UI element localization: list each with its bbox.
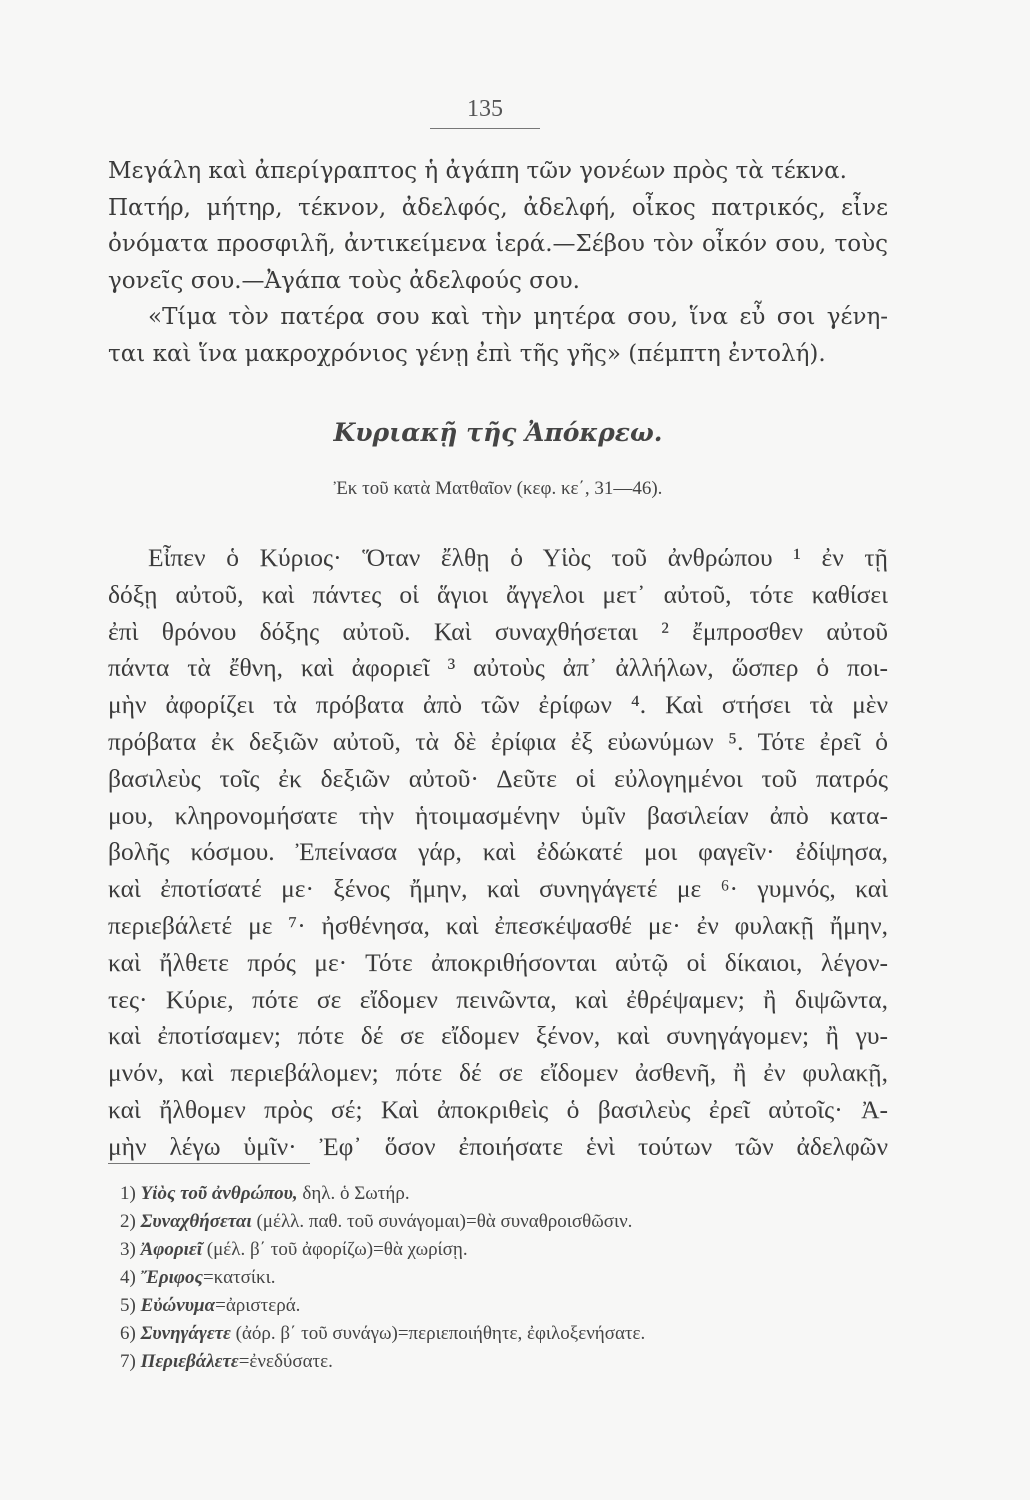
- gospel-text: [108, 540, 888, 1166]
- footnote-term: Συναχθήσεται: [140, 1211, 252, 1232]
- body-line: πάντα τὰ ἔθνη, καὶ ἀφοριεῖ ³ αὐτοὺς ἀπ᾽ ἀλλήλων, ὥσπερ ὁ ποι-: [108, 653, 888, 683]
- body-line: Εἶπεν ὁ Κύριος· Ὅταν ἔλθῃ ὁ Υἱὸς τοῦ ἀνθρώπου ¹ ἐν τῇ: [148, 543, 888, 572]
- intro-line: ται καὶ ἵνα μακροχρόνιος γένῃ ἐπὶ τῆς γῆς» (πέμπτη ἐντολή).: [108, 340, 826, 367]
- footnote-term: Ἔριφος: [140, 1267, 203, 1288]
- footnote: [120, 1348, 890, 1376]
- scripture-reference: Ἐκ τοῦ κατὰ Ματθαῖον (κεφ. κε΄, 31—46).: [333, 478, 663, 499]
- footnote-number: 2): [120, 1211, 136, 1232]
- intro-line: Πατήρ, μήτηρ, τέκνον, ἀδελφός, ἀδελφή, οἶκος πατρικός, εἶνε: [108, 194, 888, 221]
- intro-line: ὀνόματα προσφιλῆ, ἀντικείμενα ἱερά.—Σέβου τὸν οἶκόν σου, τοὺς: [108, 231, 888, 257]
- body-line: δόξῃ αὐτοῦ, καὶ πάντες οἱ ἅγιοι ἄγγελοι μετ᾽ αὐτοῦ, τότε καθίσει: [108, 579, 888, 609]
- body-line: βασιλεὺς τοῖς ἐκ δεξιῶν αὐτοῦ· Δεῦτε οἱ εὐλογημένοι τοῦ πατρός: [108, 763, 888, 793]
- footnote: [120, 1180, 890, 1208]
- footnote-term: Ἀφοριεῖ: [140, 1239, 203, 1260]
- intro-line: Μεγάλη καὶ ἀπερίγραπτος ἡ ἀγάπη τῶν γονέων πρὸς τὰ τέκνα.: [108, 158, 847, 184]
- body-line: μνόν, καὶ περιεβάλομεν; πότε δέ σε εἴδομεν ἀσθενῆ, ἢ ἐν φυλακῇ,: [108, 1058, 888, 1088]
- body-line: μὴν λέγω ὑμῖν· Ἐφ᾽ ὅσον ἐποιήσατε ἑνὶ τούτων τῶν ἀδελφῶν: [108, 1131, 888, 1161]
- footnote-gloss: (μέλλ. παθ. τοῦ συνάγομαι)=θὰ συναθροισθῶσιν.: [256, 1211, 633, 1232]
- body-line: καὶ ἐποτίσατέ με· ξένος ἤμην, καὶ συνηγάγετέ με ⁶· γυμνός, καὶ: [108, 874, 888, 904]
- footnote-gloss: =κατσίκι.: [202, 1267, 276, 1288]
- footnote-number: 7): [120, 1351, 136, 1372]
- body-line: καὶ ἐποτίσαμεν; πότε δέ σε εἴδομεν ξένον, καὶ συνηγάγομεν; ἢ γυ-: [108, 1021, 888, 1051]
- footnote-number: 4): [120, 1267, 136, 1288]
- footnote: [120, 1208, 890, 1236]
- intro-line: γονεῖς σου.—Ἀγάπα τοὺς ἀδελφούς σου.: [108, 267, 580, 294]
- footnote-gloss: (ἀόρ. β΄ τοῦ συνάγω)=περιεποιήθητε, ἐφιλοξενήσατε.: [235, 1323, 646, 1344]
- body-line: πρόβατα ἐκ δεξιῶν αὐτοῦ, τὰ δὲ ἐρίφια ἐξ εὐωνύμων ⁵. Τότε ἐρεῖ ὁ: [108, 726, 888, 756]
- footnote-gloss: δηλ. ὁ Σωτήρ.: [302, 1183, 410, 1204]
- intro-paragraph: [108, 153, 888, 372]
- footnote-term: Περιεβάλετε: [140, 1351, 239, 1372]
- page-number-rule: [430, 128, 540, 129]
- body-line: περιεβάλετέ με ⁷· ἠσθένησα, καὶ ἐπεσκέψασθέ με· ἐν φυλακῇ ἤμην,: [108, 910, 888, 940]
- body-line: βολῆς κόσμου. Ἐπείνασα γάρ, καὶ ἐδώκατέ μοι φαγεῖν· ἐδίψησα,: [108, 837, 888, 867]
- footnote-gloss: =ἐνεδύσατε.: [238, 1351, 333, 1372]
- footnote-number: 5): [120, 1295, 136, 1316]
- footnote-gloss: (μέλ. β΄ τοῦ ἀφορίζω)=θὰ χωρίσῃ.: [206, 1239, 468, 1260]
- page-number: 135: [467, 96, 503, 122]
- footnote-term: Εὐώνυμα: [140, 1295, 216, 1316]
- intro-line: «Τίμα τὸν πατέρα σου καὶ τὴν μητέρα σου, ἵνα εὖ σοι γένη-: [148, 304, 888, 330]
- section-heading: Κυριακῇ τῆς Ἀπόκρεω.: [333, 418, 663, 447]
- footnote-rule: [108, 1163, 310, 1164]
- footnotes: [120, 1180, 890, 1376]
- footnote: [120, 1320, 890, 1348]
- footnote-number: 1): [120, 1183, 136, 1204]
- footnote-term: Υἱὸς τοῦ ἀνθρώπου,: [140, 1183, 298, 1204]
- body-line: καὶ ἤλθετε πρός με· Τότε ἀποκριθήσονται αὐτῷ οἱ δίκαιοι, λέγον-: [108, 947, 888, 977]
- body-line: τες· Κύριε, πότε σε εἴδομεν πεινῶντα, καὶ ἐθρέψαμεν; ἢ διψῶντα,: [108, 984, 888, 1014]
- footnote: [120, 1236, 890, 1264]
- footnote: [120, 1264, 890, 1292]
- body-line: μου, κληρονομήσατε τὴν ἡτοιμασμένην ὑμῖν βασιλείαν ἀπὸ κατα-: [108, 800, 888, 830]
- footnote-number: 6): [120, 1323, 136, 1344]
- body-line: καὶ ἤλθομεν πρὸς σέ; Καὶ ἀποκριθεὶς ὁ βασιλεὺς ἐρεῖ αὐτοῖς· Ἀ-: [108, 1094, 888, 1124]
- footnote-term: Συνηγάγετε: [140, 1323, 231, 1344]
- body-line: μὴν ἀφορίζει τὰ πρόβατα ἀπὸ τῶν ἐρίφων ⁴. Καὶ στήσει τὰ μὲν: [108, 690, 888, 720]
- body-line: ἐπὶ θρόνου δόξης αὐτοῦ. Καὶ συναχθήσεται ² ἔμπροσθεν αὐτοῦ: [108, 616, 888, 646]
- footnote: [120, 1292, 890, 1320]
- footnote-number: 3): [120, 1239, 136, 1260]
- footnote-gloss: =ἀριστερά.: [215, 1295, 301, 1316]
